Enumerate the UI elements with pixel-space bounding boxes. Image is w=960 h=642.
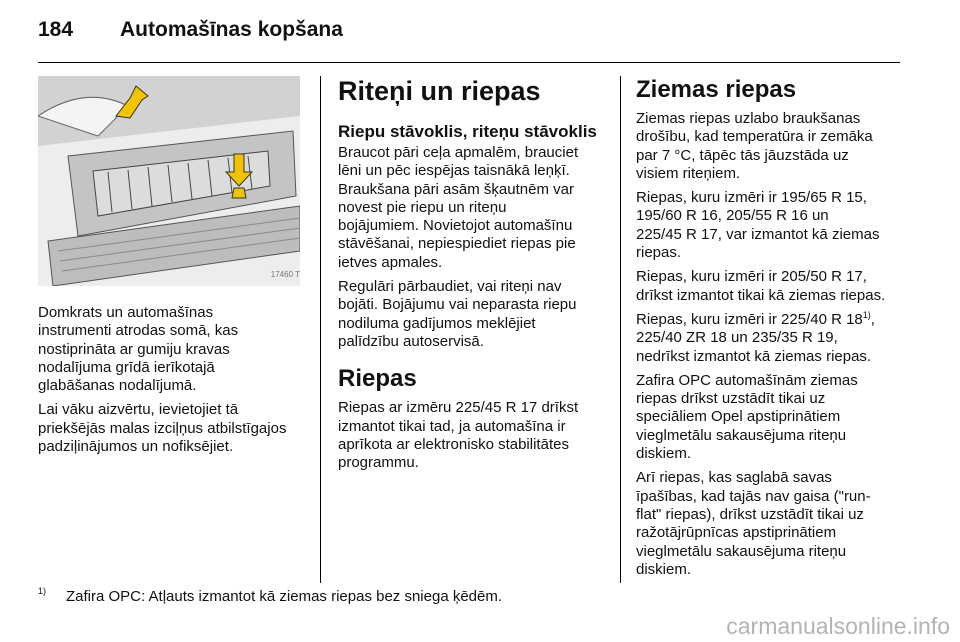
paragraph: Arī riepas, kas saglabā savas īpašības, kad tajās nav gaisa ("run- flat" riepas), drīkst uzstādīt tikai uz ražotājrūpnīcas apstiprinātiem vieglmetālu sakausējuma riteņu diskiem. <box>636 469 871 578</box>
page-number: 184 <box>38 18 74 41</box>
section-title-winter-tyres: Ziemas riepas <box>636 76 797 103</box>
paragraph-text: Riepas, kuru izmēri ir 225/40 R 18 <box>636 310 863 328</box>
paragraph-with-footnote <box>636 311 906 366</box>
column-divider-right <box>620 76 621 583</box>
footnote <box>38 588 502 605</box>
paragraph: Riepas, kuru izmēri ir 195/65 R 15, 195/60 R 16, 205/55 R 16 un 225/45 R 17, var izmantot kā ziemas riepas. <box>636 189 880 262</box>
paragraph: Riepas, kuru izmēri ir 205/50 R 17, drīkst izmantot tikai kā ziemas riepas. <box>636 268 886 304</box>
paragraph: Braucot pāri ceļa apmalēm, brauciet lēni un pēc iespējas taisnākā leņķī. Braukšana pāri asām šķautnēm var novest pie riepu un riteņu bojājumiem. Novietojot automašīnu stāvēšanai, nepiespiediet riepas pie ietves apmales. <box>338 144 579 271</box>
trunk-floor-drawing <box>38 76 300 286</box>
header-rule <box>38 62 900 63</box>
trunk-illustration <box>38 76 300 286</box>
column-divider-left <box>320 76 321 583</box>
paragraph: Regulāri pārbaudiet, vai riteņi nav bojāti. Bojājumu vai neparasta riepu nodiluma gadījumos meklējiet palīdzību autoservisā. <box>338 278 577 350</box>
paragraph: Domkrats un automašīnas instrumenti atrodas somā, kas nostiprināta ar gumiju kravas nodalījuma grīdā ierīkotajā glabāšanas nodalījumā. <box>38 304 239 395</box>
watermark: carmanualsonline.info <box>726 613 950 639</box>
figure-code: 17460 T <box>270 269 300 279</box>
column-left <box>38 76 310 462</box>
footnote-reference: 1) <box>862 309 871 320</box>
footnote-mark: 1) <box>38 586 47 596</box>
section-title-tyres: Riepas <box>338 365 417 393</box>
paragraph: Ziemas riepas uzlabo braukšanas drošību, kad temperatūra ir zemāka par 7 °C, tāpēc tās jāuzstāda uz visiem riteņiem. <box>636 110 873 182</box>
paragraph: Zafira OPC automašīnām ziemas riepas drīkst uzstādīt tikai uz speciāliem Opel apstiprinātiem vieglmetālu sakausējuma riteņu diskiem. <box>636 371 858 463</box>
paragraph: Lai vāku aizvērtu, ievietojiet tā priekšējās malas izciļņus atbilstīgajos padziļinājumos un nofiksējiet. <box>38 401 287 456</box>
subheading-tyre-condition: Riepu stāvoklis, riteņu stāvoklis <box>338 122 597 141</box>
section-title-wheels-tyres: Riteņi un riepas <box>338 76 541 106</box>
column-right <box>636 76 906 585</box>
page-header <box>38 18 343 48</box>
paragraph-text: , 225/40 ZR 18 un 235/35 R 19, nedrīkst izmantot kā ziemas riepas. <box>636 310 875 365</box>
column-middle <box>338 76 608 478</box>
paragraph: Riepas ar izmēru 225/45 R 17 drīkst izmantot tikai tad, ja automašīna ir aprīkota ar elektronisko stabilitātes programmu. <box>338 399 579 472</box>
footnote-text: Zafira OPC: Atļauts izmantot kā ziemas riepas bez sniega ķēdēm. <box>66 588 503 605</box>
chapter-title: Automašīnas kopšana <box>120 18 343 41</box>
